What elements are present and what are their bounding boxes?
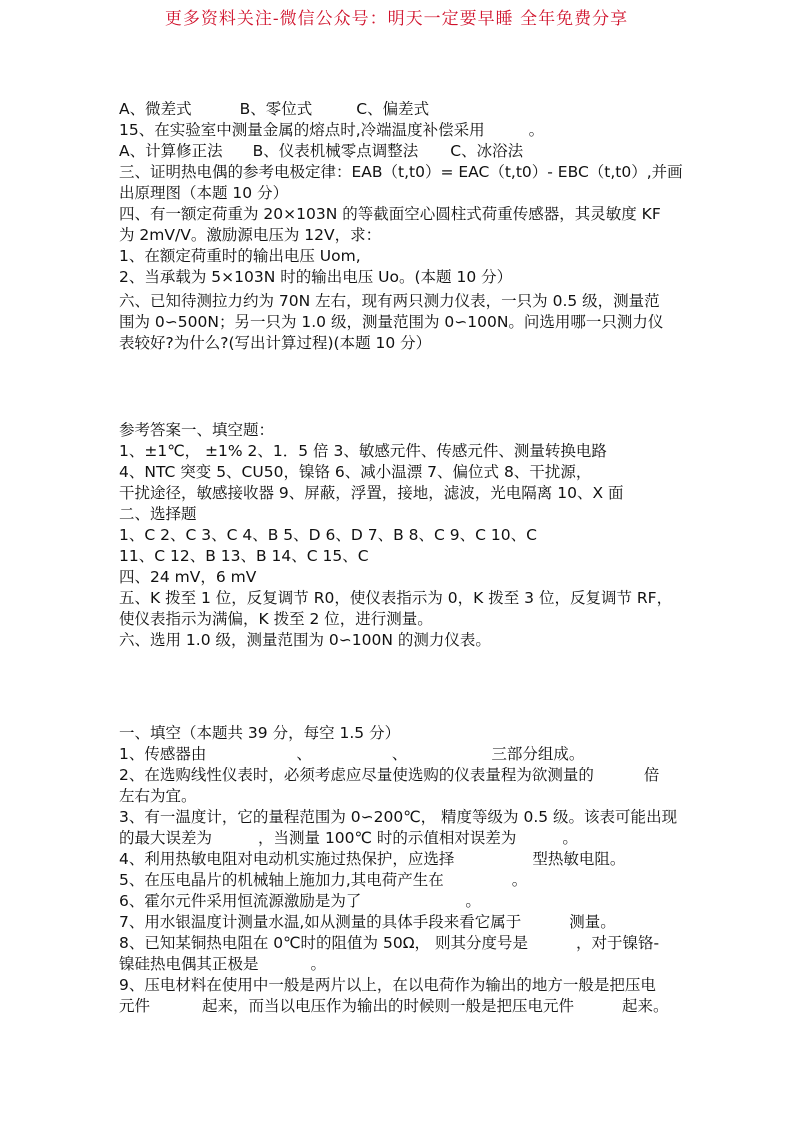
option-a: A、计算修正法: [119, 142, 223, 160]
text-line: 六、选用 1.0 级，测量范围为 0∽100N 的测力仪表。: [119, 631, 491, 649]
question-text: 6、霍尔元件采用恒流源激励是为了: [119, 892, 362, 910]
question-end: 。: [528, 121, 545, 139]
question-end: 。: [562, 829, 578, 847]
option-c: C、偏差式: [356, 100, 430, 118]
question-text: ，当测量 100℃ 时的示值相对误差为: [258, 829, 517, 847]
question-9: 9、压电材料在使用中一般是两片以上，在以电荷作为输出的地方一般是把压电: [119, 976, 656, 994]
text-line: [119, 141, 679, 162]
text-line: 2、当承载为 5×103N 时的输出电压 Uo。(本题 10 分）: [119, 268, 513, 286]
separator: 、: [391, 745, 408, 763]
text-line: 为 2mV/V。激励源电压为 12V，求：: [119, 226, 382, 244]
text-line: 使仪表指示为满偏，K 拨至 2 位，进行测量。: [119, 610, 433, 628]
question-1: [119, 744, 679, 765]
text-line: [119, 996, 679, 1017]
question-text: 8、已知某铜热电阻在 0℃时的阻值为 50Ω， 则其分度号是: [119, 934, 528, 952]
question-text: 镍硅热电偶其正极是: [119, 955, 259, 973]
question-15: [119, 120, 679, 141]
question-end: 型热敏电阻。: [532, 850, 626, 868]
question-text: 2、在选购线性仪表时，必须考虑应尽量使选购的仪表量程为欲测量的: [119, 766, 594, 784]
section-heading: 二、选择题: [119, 505, 197, 523]
question-end: 测量。: [569, 913, 616, 931]
text-line: 出原理图（本题 10 分）: [119, 184, 289, 202]
question-4: [119, 849, 679, 870]
text-line: 4、NTC 突变 5、CU50，镍铬 6、减小温漂 7、偏位式 8、干扰源，: [119, 463, 592, 481]
question-text: 元件: [119, 997, 151, 1015]
text-line: [119, 828, 679, 849]
text-line: [119, 99, 679, 120]
text-line: 表较好?为什么?(写出计算过程)(本题 10 分）: [119, 334, 432, 352]
option-b: B、仪表机械零点调整法: [252, 142, 419, 160]
question-end: 。: [465, 892, 481, 910]
question-text: 的最大误差为: [119, 829, 213, 847]
text-line: 三、证明热电偶的参考电极定律：EAB（t,t0）= EAC（t,t0）- EBC（t,t0）,并画: [119, 163, 683, 181]
question-end: 。: [511, 871, 528, 889]
text-line: 围为 0∽500N；另一只为 1.0 级，测量范围为 0∽100N。问选用哪一只测力仪: [119, 313, 664, 331]
option-a: A、微差式: [119, 100, 192, 118]
question-end: 倍: [643, 766, 660, 784]
answers-heading: 参考答案一、填空题：: [119, 421, 275, 439]
text-line: 四、有一额定荷重为 20×103N 的等截面空心圆柱式荷重传感器，其灵敏度 KF: [119, 205, 661, 223]
question-text: ，对于镍铬-: [575, 934, 660, 952]
text-line: 四、24 mV，6 mV: [119, 568, 257, 586]
question-text: 5、在压电晶片的机械轴上施加力,其电荷产生在: [119, 871, 444, 889]
question-3: 3、有一温度计，它的量程范围为 0∽200℃， 精度等级为 0.5 级。该表可能出现: [119, 808, 678, 826]
question-7: [119, 912, 679, 933]
question-text: 4、利用热敏电阻对电动机实施过热保护，应选择: [119, 850, 455, 868]
option-c: C、冰浴法: [450, 142, 524, 160]
section-heading: 一、填空（本题共 39 分，每空 1.5 分）: [119, 724, 401, 742]
text-line: 干扰途径，敏感接收器 9、屏蔽，浮置，接地，滤波，光电隔离 10、X 面: [119, 484, 624, 502]
text-line: 1、在额定荷重时的输出电压 Uom,: [119, 247, 361, 265]
question-text: 15、在实验室中测量金属的熔点时,冷端温度补偿采用: [119, 121, 485, 139]
header-banner: 更多资料关注-微信公众号：明天一定要早睡 全年免费分享: [164, 9, 629, 29]
option-b: B、零位式: [239, 100, 313, 118]
question-end: 。: [310, 955, 327, 973]
question-5: [119, 870, 679, 891]
text-line: 六、已知待测拉力约为 70N 左右，现有两只测力仪表，一只为 0.5 级，测量范: [119, 292, 660, 310]
question-8: [119, 933, 679, 954]
text-line: 五、K 拨至 1 位，反复调节 R0，使仪表指示为 0，K 拨至 3 位，反复调节 RF，: [119, 589, 673, 607]
question-text: 起来，而当以电压作为输出的时候则一般是把压电元件: [202, 997, 575, 1015]
question-text: 1、传感器由: [119, 745, 207, 763]
text-line: [119, 954, 679, 975]
question-text: 7、用水银温度计测量水温,如从测量的具体手段来看它属于: [119, 913, 522, 931]
question-2: [119, 765, 679, 786]
question-end: 三部分组成。: [491, 745, 585, 763]
text-line: 1、±1℃， ±1% 2、1．5 倍 3、敏感元件、传感元件、测量转换电路: [119, 442, 607, 460]
separator: 、: [296, 745, 312, 763]
text-line: 1、C 2、C 3、C 4、B 5、D 6、D 7、B 8、C 9、C 10、C: [119, 526, 537, 544]
question-end: 起来。: [622, 997, 669, 1015]
text-line: 左右为宜。: [119, 787, 197, 805]
question-6: [119, 891, 679, 912]
text-line: 11、C 12、B 13、B 14、C 15、C: [119, 547, 369, 565]
